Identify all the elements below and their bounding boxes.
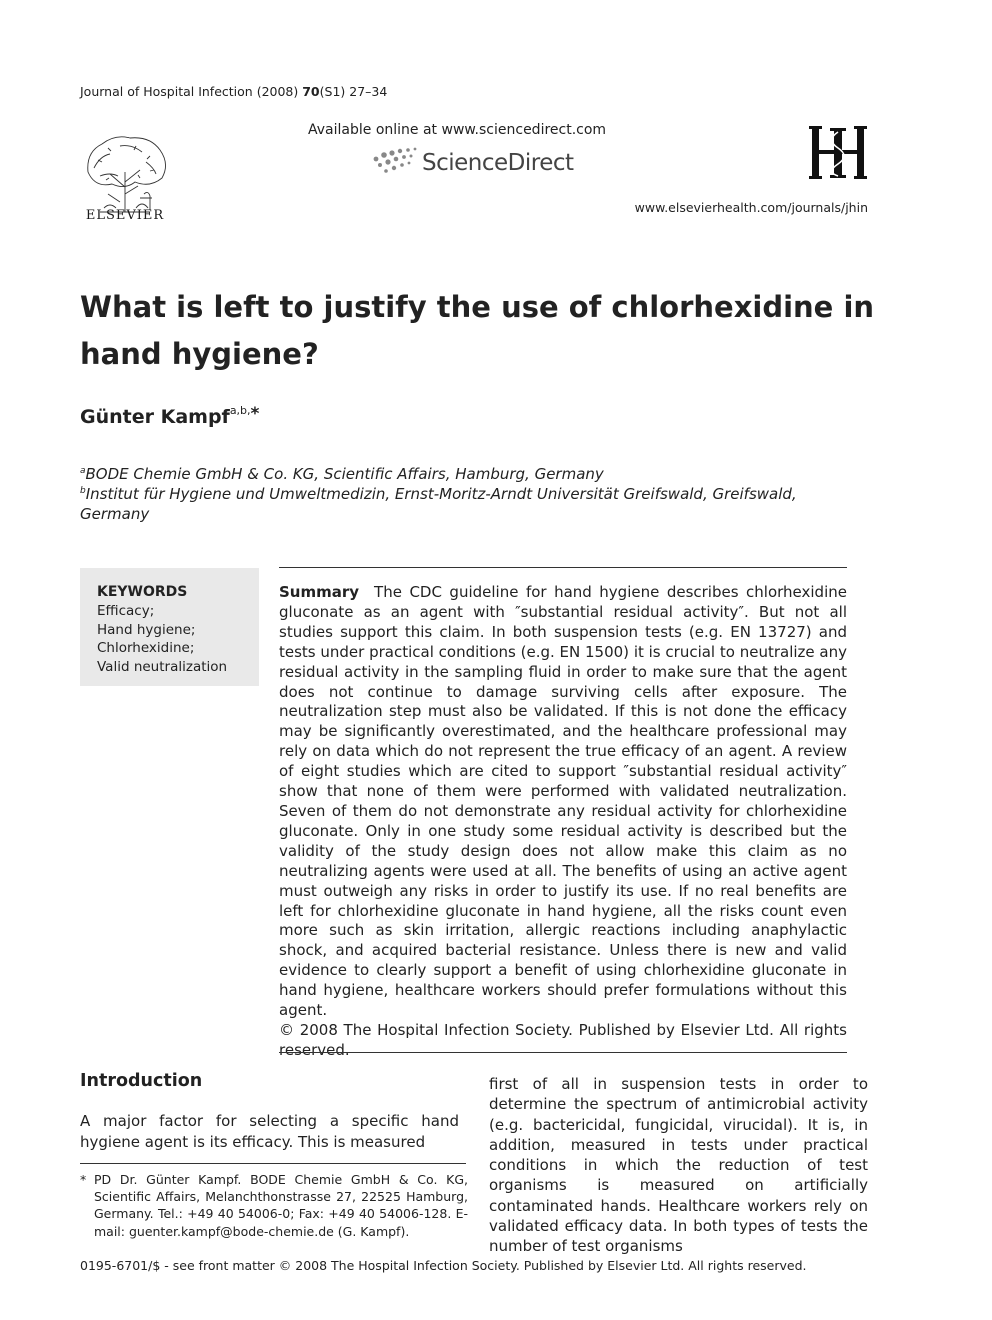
keyword-item: Chlorhexidine;	[97, 640, 195, 656]
footnote-mark: *	[80, 1172, 87, 1187]
journal-citation	[80, 84, 387, 99]
author-name: Günter Kampf	[80, 406, 230, 428]
affiliation-text: Institut für Hygiene und Umweltmedizin, Ernst-Moritz-Arndt Universität Greifswald, Greifswald, Germany	[80, 485, 797, 523]
author-line	[80, 404, 259, 428]
body-right-text: first of all in suspension tests in order to determine the spectrum of antimicrobial activity (e.g. bactericidal, fungicidal, virucidal). It is, in addition, measured in tests under practical conditions in which the reduction of test organisms is measured on artificially contaminated hands. Healthcare workers rely on validated efficacy data. In both types of tests the number of test organisms	[489, 1075, 868, 1256]
corresponding-author-footnote	[80, 1171, 468, 1240]
body-left-text: A major factor for selecting a specific hand hygiene agent is its efficacy. This is measured	[80, 1112, 459, 1151]
journal-issue-pages: (S1) 27–34	[319, 84, 388, 99]
affiliation-text: BODE Chemie GmbH & Co. KG, Scientific Affairs, Hamburg, Germany	[85, 465, 604, 483]
keyword-item: Hand hygiene;	[97, 621, 196, 638]
affiliation-mark: b	[80, 486, 86, 496]
elsevier-wordmark: ELSEVIER	[85, 208, 165, 223]
abstract-copyright: © 2008 The Hospital Infection Society. Published by Elsevier Ltd. All rights reserved.	[279, 1020, 847, 1059]
article-title: What is left to justify the use of chlorhexidine in hand hygiene?	[80, 290, 875, 371]
front-matter-line: 0195-6701/$ - see front matter © 2008 The Hospital Infection Society. Published by Elsevier Ltd. All rights reserved.	[80, 1258, 807, 1273]
hospital-infection-society-logo-icon	[808, 124, 868, 182]
affiliation-mark: a	[80, 466, 86, 476]
introduction-heading: Introduction	[80, 1071, 203, 1091]
journal-name: Journal of Hospital Infection (2008)	[80, 84, 303, 99]
abstract-bottom-rule	[279, 1052, 847, 1053]
footnote-text: PD Dr. Günter Kampf. BODE Chemie GmbH & Co. KG, Scientific Affairs, Melanchthonstrasse 27, 22525 Hamburg, Germany. Tel.: +49 40 54006-0; Fax: +49 40 54006-128. E-mail: guenter.kampf@bode-chemie.de (G. Kampf).	[94, 1172, 468, 1239]
sciencedirect-brand: ScienceDirect	[422, 150, 574, 176]
keywords-heading: KEYWORDS	[97, 584, 188, 600]
keywords-list	[97, 602, 227, 676]
abstract-label: Summary	[279, 583, 360, 601]
abstract-top-rule	[279, 567, 847, 568]
journal-url[interactable]: www.elsevierhealth.com/journals/jhin	[634, 200, 868, 215]
journal-volume: 70	[302, 84, 320, 99]
keyword-item: Valid neutralization	[97, 658, 228, 675]
available-online-text: Available online at www.sciencedirect.com	[308, 122, 607, 138]
affiliation-b	[80, 481, 870, 524]
keyword-item: Efficacy;	[97, 603, 155, 619]
footnote-rule	[80, 1163, 466, 1164]
abstract-text: The CDC guideline for hand hygiene describes chlorhexidine gluconate as an agent with ″substantial residual activity″. But not all studies support this claim. In both suspension tests (e.g. EN 13727) and tests under practical conditions (e.g. EN 1500) it is crucial to neutralize any residual activity in the sampling fluid in order to make sure that the agent does not continue to damage surviving cells after exposure. The neutralization step must also be validated. If this is not done the efficacy may be significantly overestimated, and the healthcare professional may rely on data which do not represent the true efficacy of an agent. A review of eight studies which are cited to support ″substantial residual activity″ show that none of them were performed with validated neutralization. Seven of them do not demonstrate any residual activity for chlorhexidine gluconate. Only in one study some residual activity is described but the validity of the study design does not allow make this claim as no neutralizing agents were used at all. The benefits of using an active agent must outweigh any risks in order to justify its use. If no real benefits are left for chlorhexidine gluconate in hand hygiene, all the risks count even more such as skin irritation, allergic reactions including anaphylactic shock, and acquired bacterial resistance. Unless there is new and valid evidence to clearly support a benefit of using chlorhexidine gluconate in hand hygiene, healthcare workers should prefer formulations without this agent.	[279, 583, 847, 1020]
author-affiliation-marks: a,b,	[229, 404, 251, 417]
abstract	[279, 583, 847, 1061]
corresponding-author-mark[interactable]: *	[250, 404, 260, 424]
